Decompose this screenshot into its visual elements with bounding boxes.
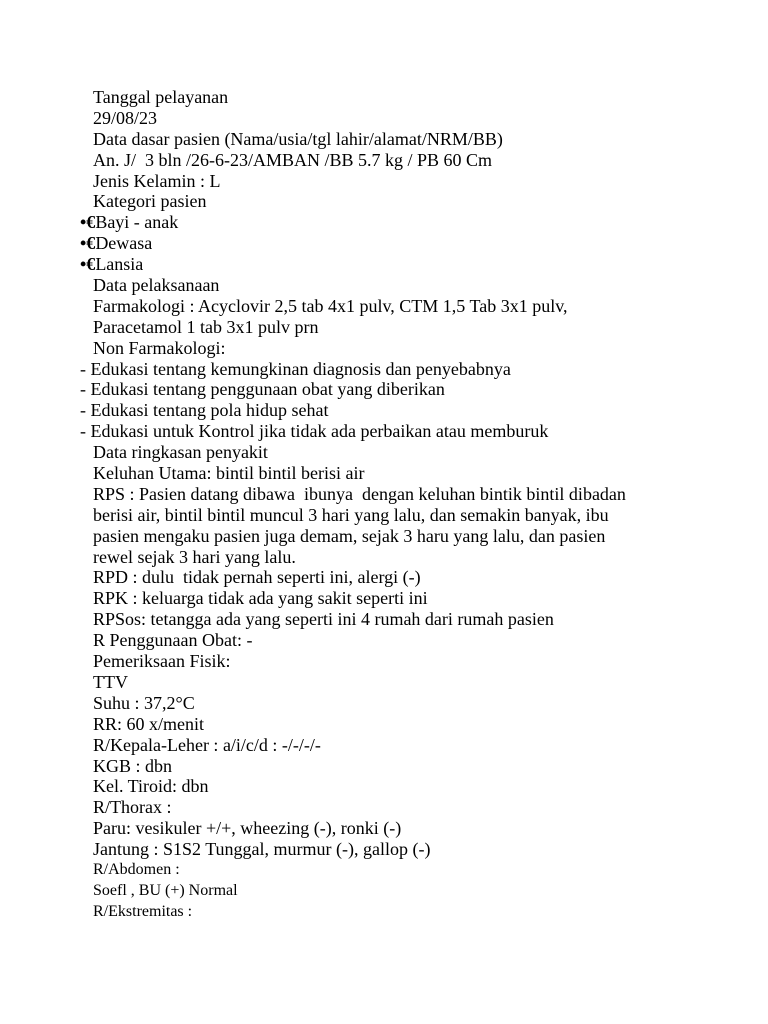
category-item <box>0 254 768 275</box>
header-line: An. J/ 3 bln /26-6-23/AMBAN /BB 5.7 kg / PB 60 Cm <box>93 149 493 170</box>
ringkasan-line: R/Kepala-Leher : a/i/c/d : -/-/-/- <box>93 734 321 755</box>
ringkasan-line: Kel. Tiroid: dbn <box>93 776 209 797</box>
category-item <box>0 212 768 233</box>
ringkasan-line: Pemeriksaan Fisik: <box>93 651 231 672</box>
ringkasan-line: RR: 60 x/menit <box>93 713 205 734</box>
header-line: Data dasar pasien (Nama/usia/tgl lahir/alamat/NRM/BB) <box>93 128 503 149</box>
ringkasan-line: KGB : dbn <box>93 755 173 776</box>
category-label: Lansia <box>95 254 144 275</box>
bullet-icon: •€ <box>80 233 96 254</box>
ringkasan-line: Data ringkasan penyakit <box>93 442 268 463</box>
pelaksanaan-line: Paracetamol 1 tab 3x1 pulv prn <box>93 316 319 337</box>
ringkasan-line: RPS : Pasien datang dibawa ibunya dengan keluhan bintik bintil dibadan <box>93 483 626 504</box>
document-page <box>0 87 768 923</box>
edukasi-item: - Edukasi tentang pola hidup sehat <box>80 400 329 421</box>
bullet-icon: •€ <box>80 254 96 275</box>
category-label: Dewasa <box>95 233 153 254</box>
ringkasan-line: TTV <box>93 671 128 692</box>
pelaksanaan-line: Data pelaksanaan <box>93 275 220 296</box>
pelaksanaan-line: Farmakologi : Acyclovir 2,5 tab 4x1 pulv, CTM 1,5 Tab 3x1 pulv, <box>93 295 568 316</box>
ringkasan-line: Jantung : S1S2 Tunggal, murmur (-), gallop (-) <box>93 839 431 860</box>
ringkasan-line: Paru: vesikuler +/+, wheezing (-), ronki (-) <box>93 818 402 839</box>
ringkasan-line: R/Thorax : <box>93 797 172 818</box>
ringkasan-line: pasien mengaku pasien juga demam, sejak 3 haru yang lalu, dan pasien <box>93 525 606 546</box>
ringkasan-line: Suhu : 37,2°C <box>93 692 195 713</box>
edukasi-item: - Edukasi tentang penggunaan obat yang diberikan <box>80 379 445 400</box>
ringkasan-line: berisi air, bintil bintil muncul 3 hari yang lalu, dan semakin banyak, ibu <box>93 504 609 525</box>
bullet-icon: •€ <box>80 212 96 233</box>
ringkasan-line: R Penggunaan Obat: - <box>93 630 253 651</box>
small-line: Soefl , BU (+) Normal <box>93 881 238 899</box>
ringkasan-line: Keluhan Utama: bintil bintil berisi air <box>93 463 365 484</box>
pelaksanaan-line: Non Farmakologi: <box>93 337 226 358</box>
ringkasan-line: RPK : keluarga tidak ada yang sakit seperti ini <box>93 588 428 609</box>
edukasi-item: - Edukasi untuk Kontrol jika tidak ada perbaikan atau memburuk <box>80 421 549 442</box>
small-line: R/Ekstremitas : <box>93 902 193 920</box>
header-line: Kategori pasien <box>93 191 207 212</box>
ringkasan-line: RPSos: tetangga ada yang seperti ini 4 rumah dari rumah pasien <box>93 609 554 630</box>
header-line: 29/08/23 <box>93 107 158 128</box>
ringkasan-line: rewel sejak 3 hari yang lalu. <box>93 546 296 567</box>
edukasi-item: - Edukasi tentang kemungkinan diagnosis dan penyebabnya <box>80 358 511 379</box>
ringkasan-line: RPD : dulu tidak pernah seperti ini, alergi (-) <box>93 567 421 588</box>
small-line: R/Abdomen : <box>93 860 180 878</box>
header-line: Tanggal pelayanan <box>93 87 229 107</box>
header-line: Jenis Kelamin : L <box>93 170 221 191</box>
category-label: Bayi - anak <box>95 212 179 233</box>
category-item <box>0 233 768 254</box>
